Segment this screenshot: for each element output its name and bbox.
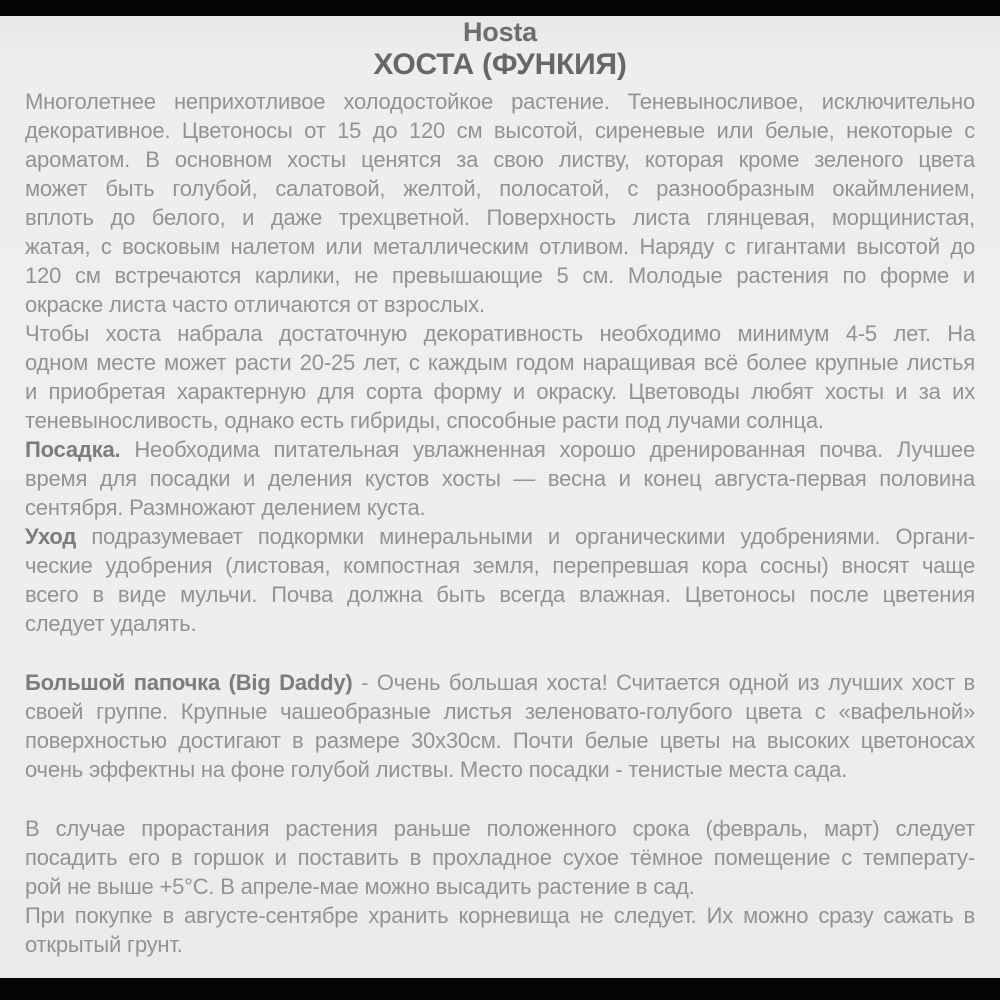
text-line — [25, 319, 975, 348]
paragraph — [25, 435, 975, 522]
bold-lead: Посадка. — [25, 437, 121, 462]
text-segment: может быть голубой, салатовой, желтой, полосатой, с разнообразным окаймлением, — [25, 176, 975, 201]
text-line — [25, 493, 975, 522]
text-segment: всего в виде мульчи. Почва должна быть всегда влажная. Цветоносы после цветения — [25, 582, 975, 607]
description-text — [25, 87, 975, 959]
text-segment: ароматом. В основном хосты ценятся за свою листву, которая кроме зеленого цвета — [25, 147, 975, 172]
text-line — [25, 145, 975, 174]
text-line — [25, 348, 975, 377]
text-segment: время для посадки и деления кустов хосты — весна и конец августа-первая половина — [25, 466, 975, 491]
text-segment: посадить его в горшок и поставить в прохладное сухое тёмное помещение с температу- — [25, 845, 975, 870]
top-black-bar — [0, 0, 1000, 16]
text-line — [25, 116, 975, 145]
text-segment: декоративное. Цветоносы от 15 до 120 см высотой, сиреневые или белые, некоторые с — [25, 118, 975, 143]
text-line — [25, 551, 975, 580]
bold-lead: Уход — [25, 524, 77, 549]
text-segment: подразумевает подкормки минеральными и органическими удобрениями. Органи- — [76, 524, 975, 549]
text-segment: одном месте может расти 20-25 лет, с каждым годом наращивая всё более крупные листья — [25, 350, 975, 375]
paragraph — [25, 901, 975, 959]
text-segment: 120 см встречаются карлики, не превышающие 5 см. Молодые растения по форме и — [25, 263, 975, 288]
paragraph — [25, 319, 975, 435]
text-segment: вплоть до белого, и даже трехцветной. Поверхность листа глянцевая, морщинистая, — [25, 205, 975, 230]
text-segment: Необходима питательная увлажненная хорошо дренированная почва. Лучшее — [120, 437, 975, 462]
label-content — [25, 16, 975, 959]
text-line — [25, 406, 975, 435]
text-segment: очень эффектны на фоне голубой листвы. Место посадки - тенистые места сада. — [25, 757, 848, 782]
text-line — [25, 668, 975, 697]
text-segment: Многолетнее неприхотливое холодостойкое растение. Теневыносливое, исключительно — [25, 89, 975, 114]
text-line — [25, 522, 975, 551]
paragraph — [25, 814, 975, 901]
text-line — [25, 580, 975, 609]
text-line — [25, 930, 975, 959]
text-segment: открытый грунт. — [25, 932, 183, 957]
text-line — [25, 290, 975, 319]
bottom-black-bar — [0, 978, 1000, 1000]
text-line — [25, 87, 975, 116]
text-segment: При покупке в августе-сентябре хранить корневища не следует. Их можно сразу сажать в — [25, 903, 975, 928]
text-segment: - Очень большая хоста! Считается одной из лучших хост в — [352, 670, 975, 695]
text-segment: поверхностью достигают в размере 30х30см. Почти белые цветы на высоких цветоносах — [25, 728, 975, 753]
text-line — [25, 697, 975, 726]
title-russian: ХОСТА (ФУНКИЯ) — [373, 48, 627, 81]
text-line — [25, 726, 975, 755]
bold-lead: Большой папочка (Big Daddy) — [25, 670, 353, 695]
text-line — [25, 203, 975, 232]
text-segment: Чтобы хоста набрала достаточную декоративность необходимо минимум 4-5 лет. На — [25, 321, 975, 346]
text-line — [25, 814, 975, 843]
title-latin: Hosta — [462, 17, 537, 47]
paragraph — [25, 522, 975, 638]
text-line — [25, 901, 975, 930]
text-segment: и приобретая характерную для сорта форму и окраску. Цветоводы любят хосты и за их — [25, 379, 975, 404]
paragraph — [25, 87, 975, 319]
text-segment: своей группе. Крупные чашеобразные листья зеленовато-голубого цвета с «вафельной» — [25, 699, 975, 724]
text-segment: окраске листа часто отличаются от взрослых. — [25, 292, 485, 317]
text-segment: ческие удобрения (листовая, компостная земля, перепревшая кора сосны) вносят чаще — [25, 553, 975, 578]
text-segment: следует удалять. — [25, 611, 197, 636]
text-line — [25, 872, 975, 901]
text-line — [25, 843, 975, 872]
text-segment: теневыносливость, однако есть гибриды, способные расти под лучами солнца. — [25, 408, 824, 433]
text-line — [25, 435, 975, 464]
text-line — [25, 261, 975, 290]
text-line — [25, 174, 975, 203]
text-line — [25, 755, 975, 784]
text-segment: рой не выше +5°С. В апреле-мае можно высадить растение в сад. — [25, 874, 695, 899]
text-line — [25, 232, 975, 261]
text-line — [25, 464, 975, 493]
paragraph — [25, 668, 975, 784]
text-segment: жатая, с восковым налетом или металлическим отливом. Наряду с гигантами высотой до — [25, 234, 975, 259]
text-line — [25, 377, 975, 406]
text-segment: В случае прорастания растения раньше положенного срока (февраль, март) следует — [25, 816, 975, 841]
text-segment: сентября. Размножают делением куста. — [25, 495, 426, 520]
text-line — [25, 609, 975, 638]
